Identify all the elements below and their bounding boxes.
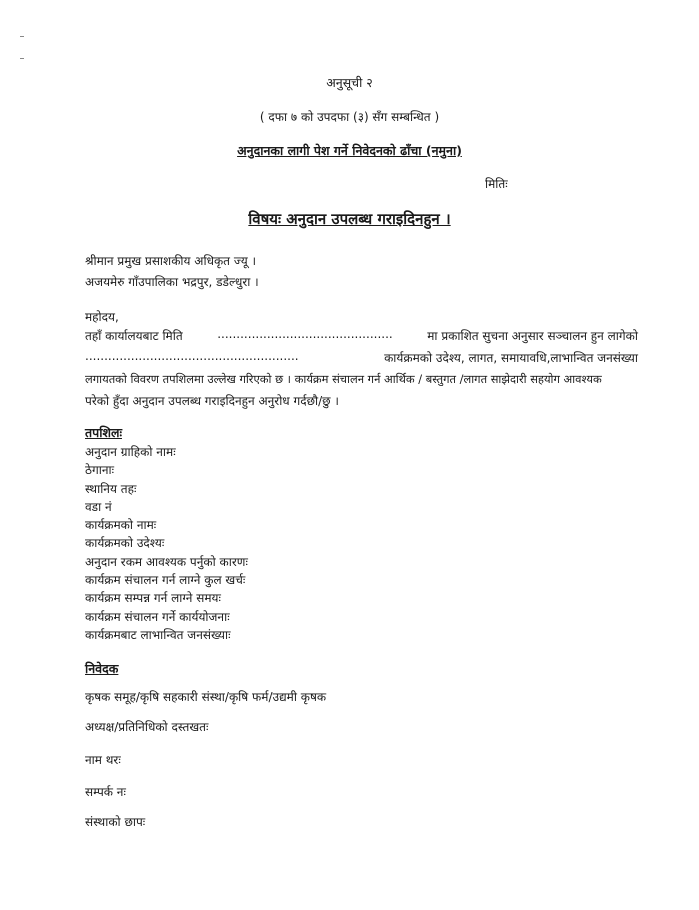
detail-address: ठेगानाः — [85, 463, 115, 478]
date-label: मितिः — [485, 177, 508, 191]
schedule-number: अनुसूची २ — [326, 75, 373, 90]
scan-speck — [20, 36, 24, 37]
detail-action-plan: कार्यक्रम संचालन गर्ने कार्ययोजनाः — [85, 609, 230, 624]
detail-beneficiaries: कार्यक्रमबाट लाभान्वित जनसंख्याः — [85, 627, 231, 642]
details-list — [85, 443, 248, 644]
detail-ward-no: वडा नं — [85, 499, 112, 514]
detail-program-name: कार्यक्रमको नामः — [85, 518, 157, 533]
detail-total-cost: कार्यक्रम संचालन गर्न लाग्ने कुल खर्चः — [85, 573, 246, 588]
section-reference: ( दफा ७ को उपदफा (३) सँग सम्बन्धित ) — [259, 110, 440, 124]
form-title: अनुदानका लागी पेश गर्ने निवेदनको ढाँचा (नमुना) — [237, 143, 462, 158]
detail-grant-reason: अनुदान रकम आवश्यक पर्नुको कारणः — [85, 554, 248, 569]
applicant-heading: निवेदक — [85, 661, 119, 676]
name-field: नाम थरः — [85, 753, 121, 767]
date-blank: .............................................. — [217, 327, 393, 341]
body-line-4: परेको हुँदा अनुदान उपलब्ध गराइदिनहुन अनुरोध गर्दछौ/छु । — [85, 394, 339, 408]
body-line-2 — [85, 349, 638, 366]
detail-completion-time: कार्यक्रम सम्पन्न गर्न लाग्ने समयः — [85, 591, 221, 606]
detail-local-level: स्थानिय तहः — [85, 481, 137, 496]
addressee-office: अजयमेरु गाँउपालिका भद्रपुर, डडेल्धुरा । — [85, 275, 259, 289]
applicant-type: कृषक समूह/कृषि सहकारी संस्था/कृषि फर्म/उद्यमी कृषक — [85, 690, 327, 704]
contact-field: सम्पर्क नः — [85, 785, 126, 799]
details-heading: तपशिलः — [85, 425, 122, 440]
subject-line: विषयः अनुदान उपलब्ध गराइदिनहुन । — [248, 210, 451, 228]
body-line-2-end: कार्यक्रमको उदेश्य, लागत, समायावधि,लाभान्वित जनसंख्या — [384, 351, 638, 365]
salutation: महोदय, — [85, 310, 119, 324]
signature-field: अध्यक्ष/प्रतिनिधिको दस्तखतः — [85, 720, 209, 734]
body-line-3: लगायतको विवरण तपशिलमा उल्लेख गरिएको छ । कार्यक्रम संचालन गर्न आर्थिक / बस्तुगत /लागत साझेदारी सहयोग आवश्यक — [85, 372, 602, 386]
stamp-field: संस्थाको छापः — [85, 815, 146, 829]
scan-speck — [20, 58, 24, 59]
addressee-title: श्रीमान प्रमुख प्रसाशकीय अधिकृत ज्यू । — [85, 254, 257, 268]
program-blank: ........................................................ — [85, 349, 299, 363]
body-line-1 — [85, 327, 638, 344]
detail-recipient-name: अनुदान ग्राहिको नामः — [85, 445, 176, 459]
detail-program-objective: कार्यक्रमको उदेश्यः — [85, 536, 165, 551]
body-line-1-start: तहाँ कार्यालयबाट मिति — [85, 329, 183, 343]
body-line-1-end: मा प्रकाशित सुचना अनुसार सञ्चालन हुन लागेको — [427, 329, 638, 343]
